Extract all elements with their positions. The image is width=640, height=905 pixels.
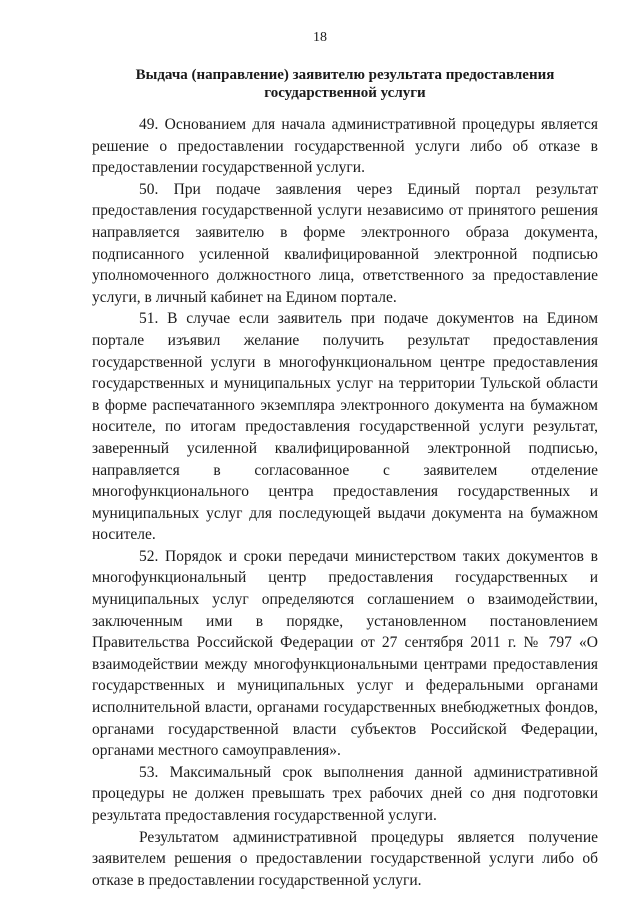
paragraph-52: 52. Порядок и сроки передачи министерством таких документов в многофункциональный центр предоставления государственных и муниципальных услуг определяются соглашением о взаимодействии, заключенным ими в порядке, установленном постановлением Правительства Российской Федерации от 27 сентября 2011 г. № 797 «О взаимодействии между многофункциональными центрами предоставления государственных и муниципальных услуг и федеральными органами исполнительной власти, органами государственных внебюджетных фондов, органами государственной власти субъектов Российской Федерации, органами местного самоуправления». bbox=[92, 547, 598, 760]
document-body bbox=[92, 114, 598, 891]
paragraph-49: 49. Основанием для начала административной процедуры является решение о предоставлении государственной услуги либо об отказе в предоставлении государственной услуги. bbox=[92, 116, 598, 177]
section-heading: Выдача (направление) заявителю результата предоставления государственной услуги bbox=[135, 67, 555, 101]
paragraph-51: 51. В случае если заявитель при подаче документов на Едином портале изъявил желание получить результат предоставления государственной услуги в многофункциональном центре предоставления государственных и муниципальных услуг на территории Тульской области в форме распечатанного экземпляра электронного документа на бумажном носителе, по итогам предоставления государственной услуги результат, заверенный усиленной квалифицированной электронной подписью, направляется в согласованное с заявителем отделение многофункционального центра предоставления государственных и муниципальных услуг для последующей выдачи документа на бумажном носителе. bbox=[92, 310, 598, 544]
paragraph-53: 53. Максимальный срок выполнения данной административной процедуры не должен превышать трех рабочих дней со дня подготовки результата предоставления государственной услуги. bbox=[92, 763, 598, 824]
page-number: 18 bbox=[313, 30, 327, 45]
paragraph-50: 50. При подаче заявления через Единый портал результат предоставления государственной услуги независимо от принятого решения направляется заявителю в форме электронного образа документа, подписанного усиленной квалифицированной электронной подписью уполномоченного должностного лица, ответственного за предоставление услуги, в личный кабинет на Едином портале. bbox=[92, 180, 598, 306]
paragraph-result: Результатом административной процедуры является получение заявителем решения о предоставлении государственной услуги либо об отказе в предоставлении государственной услуги. bbox=[92, 828, 598, 889]
